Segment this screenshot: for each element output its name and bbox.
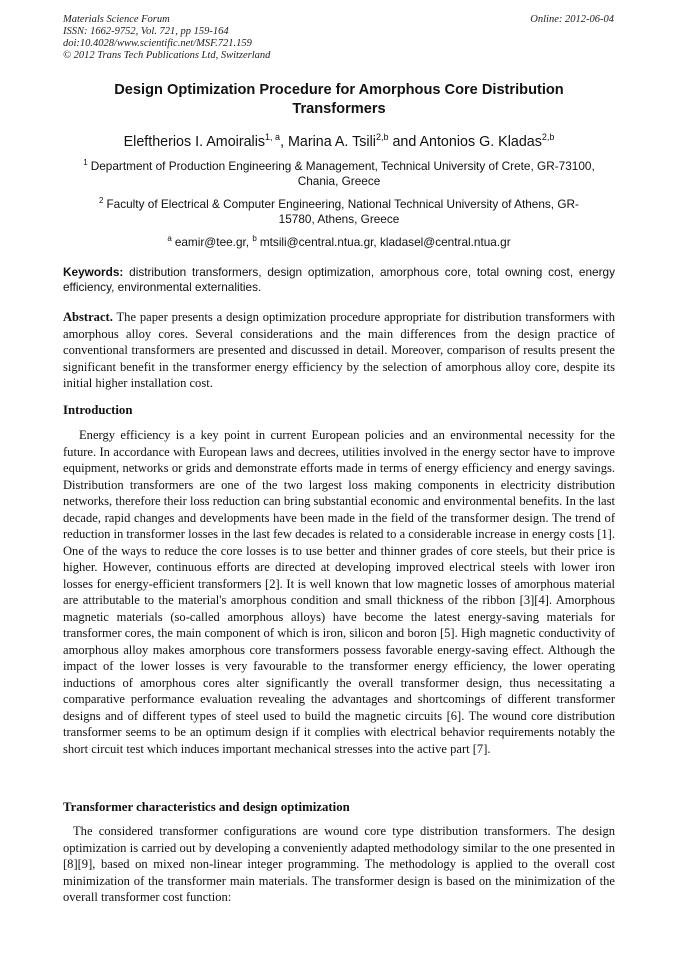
title-line-1: Design Optimization Procedure for Amorphous Core Distribution	[114, 82, 564, 98]
section-2-heading: Transformer characteristics and design optimization	[63, 800, 350, 814]
affiliation-1-line-1: Department of Production Engineering & Management, Technical University of Crete, GR-73100,	[90, 159, 595, 173]
author-1-affiliation: 1, a	[265, 132, 281, 142]
introduction-paragraph: Energy efficiency is a key point in current European policies and an environmental necessity for the future. In accordance with European laws and decrees, utilities involved in the energy sector have to improve equipment, networks or grids and demonstrate efforts made in terms of energy efficiency and energy savings. Distribution transformers are one of the two largest loss making components in electricity distribution networks, therefore their loss reduction can bring substantial economic and environmental benefits. In the last decade, rapid changes and developments have been made in the field of the transformer design. The trend of reduction in transformer losses in the last few decades is related to a considerable increase in energy costs [1]. One of the ways to reduce the core losses is to use better and thinner grades of core steels, but their price is higher. However, continuous efforts are directed at developing improved electrical steels with lower iron losses for energy-efficient transformers [2]. It is well known that low magnetic losses of amorphous material are attributable to the material's amorphous condition and small thickness of the ribbon [3][4]. Amorphous magnetic materials (so-called amorphous alloys) have become the latest energy-saving materials for transformer cores, the main component of which is iron, silicon and boron [5]. High magnetic conductivity of amorphous alloy makes amorphous core transformers possess favorable energy-saving effect. Although the impact of the lower losses is very favourable to the transformer energy efficiency, the lower operating inductions of amorphous cores alter significantly the overall transformer design, thus necessitating a comparative performance evaluation revealing the advantages and shortcomings of different transformer designs and of different types of steel used to build the magnetic circuits [6]. The wound core distribution transformer seems to be an optimum design if it complies with electrical behavior requirements notably the short circuit test which induces important mechanical stresses into the active part [7].	[63, 428, 615, 756]
author-2-affiliation: 2,b	[375, 132, 389, 142]
affiliation-2-line-1: Faculty of Electrical & Computer Engineering, National Technical University of Athens, GR-	[106, 197, 579, 211]
affiliation-2-marker: 2	[99, 196, 104, 205]
online-date: Online: 2012-06-04	[530, 14, 614, 25]
email-a-marker: a	[167, 234, 172, 243]
email-b-marker: b	[252, 234, 257, 243]
affiliation-1	[63, 155, 615, 189]
author-3: and Antonios G. Kladas	[388, 134, 542, 150]
issn-line: ISSN: 1662-9752, Vol. 721, pp 159-164	[63, 26, 229, 37]
section-2-paragraph: The considered transformer configurations are wound core type distribution transformers. The design optimization is carried out by developing a conveniently adapted methodology similar to the one presented in [8][9], based on mixed non-linear integer programming. The methodology is applied to the overall cost minimization of the transformer main materials. The transformer design is based on the minimization of the overall transformer cost function:	[63, 824, 615, 904]
copyright-line: © 2012 Trans Tech Publications Ltd, Switzerland	[63, 50, 271, 61]
abstract	[63, 309, 615, 392]
affiliation-2-line-2: 15780, Athens, Greece	[278, 212, 400, 226]
affiliation-2	[63, 193, 615, 227]
author-list	[63, 128, 615, 151]
keywords-label: Keywords:	[63, 265, 124, 279]
author-3-affiliation: 2,b	[541, 132, 555, 142]
affiliation-1-marker: 1	[83, 158, 88, 167]
affiliation-1-line-2: Chania, Greece	[297, 174, 381, 188]
abstract-label: Abstract.	[63, 310, 113, 324]
abstract-text: The paper presents a design optimization procedure appropriate for distribution transformers with amorphous alloy cores. Several considerations and the main differences from the design practice of conventional transformers are presented and discussed in detail. Moreover, comparison of results present the significant benefit in the transformer energy efficiency by the selection of amorphous alloy core, despite its initial higher installation cost.	[63, 310, 615, 390]
email-line	[63, 231, 615, 250]
journal-name: Materials Science Forum	[63, 14, 170, 25]
doi-line: doi:10.4028/www.scientific.net/MSF.721.159	[63, 38, 252, 49]
author-2: , Marina A. Tsili	[280, 134, 376, 150]
keywords	[63, 265, 615, 295]
publication-info	[63, 14, 270, 62]
introduction-heading: Introduction	[63, 403, 133, 417]
keywords-text: distribution transformers, design optimization, amorphous core, total owning cost, energy efficiency, environmental externalities.	[63, 265, 615, 294]
title-line-2: Transformers	[292, 101, 386, 117]
email-a: eamir@tee.gr,	[174, 235, 253, 249]
paper-title	[63, 81, 615, 119]
email-b: mtsili@central.ntua.gr, kladasel@central.ntua.gr	[259, 235, 511, 249]
author-1: Eleftherios I. Amoiralis	[123, 134, 266, 150]
